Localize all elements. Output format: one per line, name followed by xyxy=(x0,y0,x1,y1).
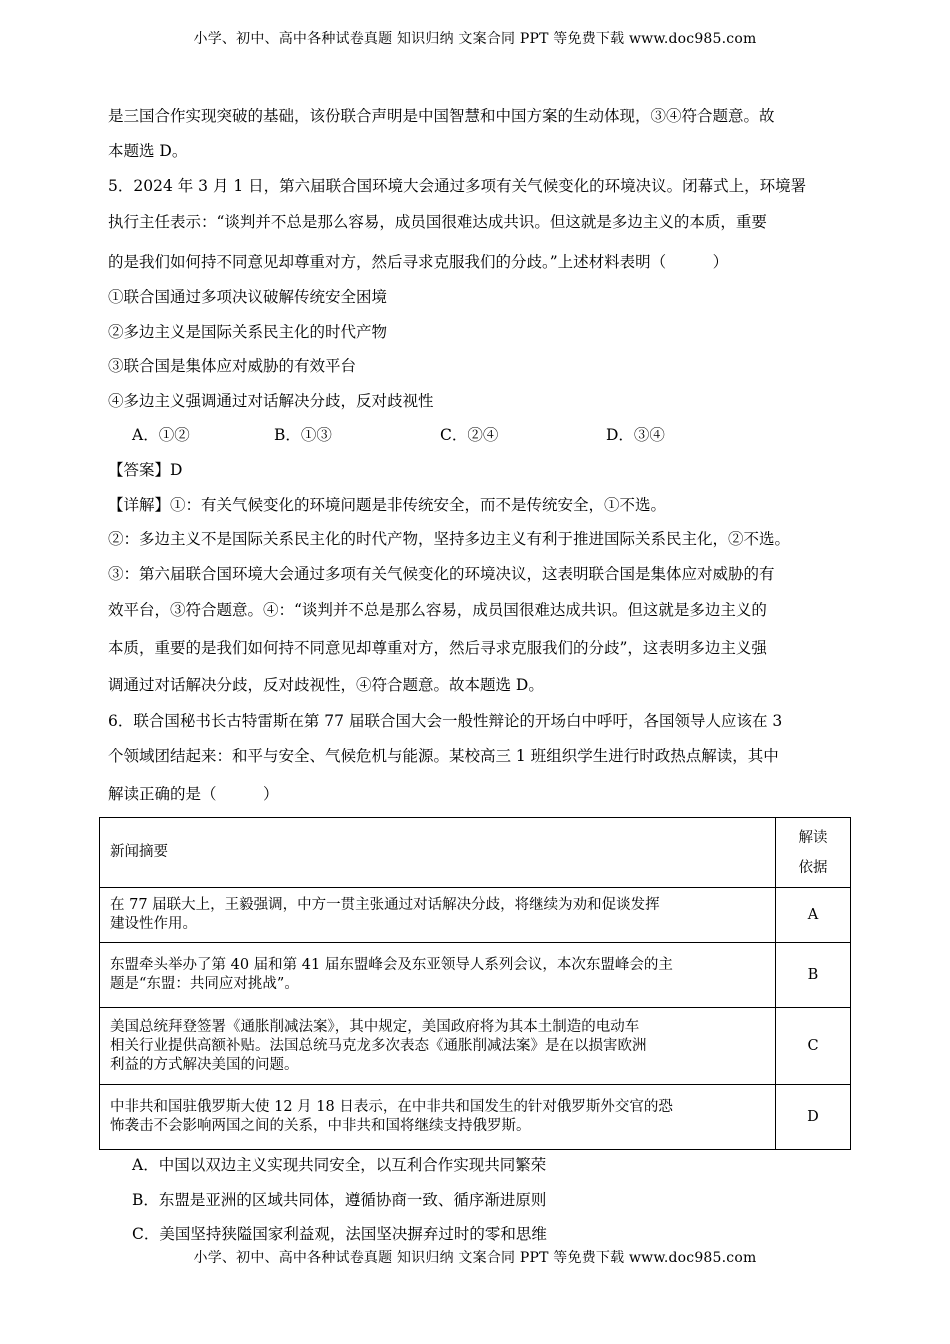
header-basis-line-1: 解读 xyxy=(798,829,828,846)
table-row xyxy=(100,1008,851,1085)
q5-item-2: ②多边主义是国际关系民主化的时代产物 xyxy=(108,323,388,341)
q5-option-d: D．③④ xyxy=(606,426,665,444)
q5-item-3: ③联合国是集体应对威胁的有效平台 xyxy=(108,357,357,375)
row-c-text-line-2: 相关行业提供高额补贴。法国总统马克龙多次表态《通胀削减法案》是在以损害欧洲 xyxy=(110,1037,647,1054)
table-row xyxy=(100,888,851,943)
q5-stem-line-2: 执行主任表示：“谈判并不总是那么容易，成员国很难达成共识。但这就是多边主义的本质，重要 xyxy=(108,213,767,231)
q5-analysis-line-1: 【详解】①：有关气候变化的环境问题是非传统安全，而不是传统安全，①不选。 xyxy=(108,496,667,514)
q5-analysis-line-5: 本质，重要的是我们如何持不同意见却尊重对方，然后寻求克服我们的分歧”，这表明多边主义强 xyxy=(108,639,767,657)
q5-item-4: ④多边主义强调通过对话解决分歧，反对歧视性 xyxy=(108,392,434,410)
header-basis-line-2: 依据 xyxy=(798,859,828,876)
row-c-text-line-1: 美国总统拜登签署《通胀削减法案》，其中规定，美国政府将为其本土制造的电动车 xyxy=(110,1018,640,1035)
row-d-text xyxy=(100,1085,776,1150)
q5-analysis-line-2: ②：多边主义不是国际关系民主化的时代产物，坚持多边主义有利于推进国际关系民主化，②不选。 xyxy=(108,530,791,548)
q6-option-a: A．中国以双边主义实现共同安全，以互利合作实现共同繁荣 xyxy=(132,1156,547,1174)
q5-analysis-line-4: 效平台，③符合题意。④：“谈判并不总是那么容易，成员国很难达成共识。但这就是多边主义的 xyxy=(108,601,767,619)
q5-answer: 【答案】D xyxy=(108,461,183,479)
table-header-row xyxy=(100,818,851,888)
row-c-text-line-3: 利益的方式解决美国的问题。 xyxy=(110,1056,299,1073)
row-b-text xyxy=(100,943,776,1008)
q5-stem-line-3: 的是我们如何持不同意见却尊重对方，然后寻求克服我们的分歧。”上述材料表明（ ） xyxy=(108,253,729,271)
q5-analysis-line-3: ③：第六届联合国环境大会通过多项有关气候变化的环境决议，这表明联合国是集体应对威胁的有 xyxy=(108,565,775,583)
q5-option-b: B．①③ xyxy=(274,426,332,444)
prev-answer-tail-line-1: 是三国合作实现突破的基础，该份联合声明是中国智慧和中国方案的生动体现，③④符合题意。故 xyxy=(108,107,775,125)
row-c-text xyxy=(100,1008,776,1085)
page-header: 小学、初中、高中各种试卷真题 知识归纳 文案合同 PPT 等免费下载 www.doc985.com xyxy=(193,31,757,47)
q5-stem-line-1: 5．2024 年 3 月 1 日，第六届联合国环境大会通过多项有关气候变化的环境决议。闭幕式上，环境署 xyxy=(108,177,807,195)
row-d-label: D xyxy=(776,1085,851,1150)
row-b-text-line-2: 题是“东盟：共同应对挑战”。 xyxy=(110,976,299,992)
q6-option-b: B．东盟是亚洲的区域共同体，遵循协商一致、循序渐进原则 xyxy=(132,1191,547,1209)
q6-option-c: C．美国坚持狭隘国家利益观，法国坚决摒弃过时的零和思维 xyxy=(132,1225,547,1243)
row-d-text-line-1: 中非共和国驻俄罗斯大使 12 月 18 日表示，在中非共和国发生的针对俄罗斯外交官的恐 xyxy=(110,1099,673,1115)
q6-stem-line-3: 解读正确的是（ ） xyxy=(108,785,279,803)
row-a-text xyxy=(100,888,776,943)
q5-option-c: C．②④ xyxy=(440,426,499,444)
table-row xyxy=(100,943,851,1008)
table-row xyxy=(100,1085,851,1150)
q5-option-a: A．①② xyxy=(132,426,190,444)
q6-stem-line-2: 个领域团结起来：和平与安全、气候危机与能源。某校高三 1 班组织学生进行时政热点解读，其中 xyxy=(108,747,779,765)
header-basis xyxy=(776,818,851,888)
row-b-label: B xyxy=(776,943,851,1008)
row-a-label: A xyxy=(776,888,851,943)
page-footer: 小学、初中、高中各种试卷真题 知识归纳 文案合同 PPT 等免费下载 www.doc985.com xyxy=(193,1250,757,1266)
header-news-summary: 新闻摘要 xyxy=(100,818,776,888)
q5-item-1: ①联合国通过多项决议破解传统安全困境 xyxy=(108,288,388,306)
row-a-text-line-2: 建设性作用。 xyxy=(110,916,197,932)
q6-stem-line-1: 6．联合国秘书长古特雷斯在第 77 届联合国大会一般性辩论的开场白中呼吁，各国领导人应该在 3 xyxy=(108,712,783,730)
row-d-text-line-2: 怖袭击不会影响两国之间的关系，中非共和国将继续支持俄罗斯。 xyxy=(110,1118,531,1134)
row-c-label: C xyxy=(776,1008,851,1085)
prev-answer-tail-line-2: 本题选 D。 xyxy=(108,142,188,160)
row-a-text-line-1: 在 77 届联大上，王毅强调，中方一贯主张通过对话解决分歧，将继续为劝和促谈发挥 xyxy=(110,897,660,913)
news-table xyxy=(99,817,851,1150)
row-b-text-line-1: 东盟牵头举办了第 40 届和第 41 届东盟峰会及东亚领导人系列会议，本次东盟峰会的主 xyxy=(110,957,673,973)
q5-analysis-line-6: 调通过对话解决分歧，反对歧视性，④符合题意。故本题选 D。 xyxy=(108,676,544,694)
